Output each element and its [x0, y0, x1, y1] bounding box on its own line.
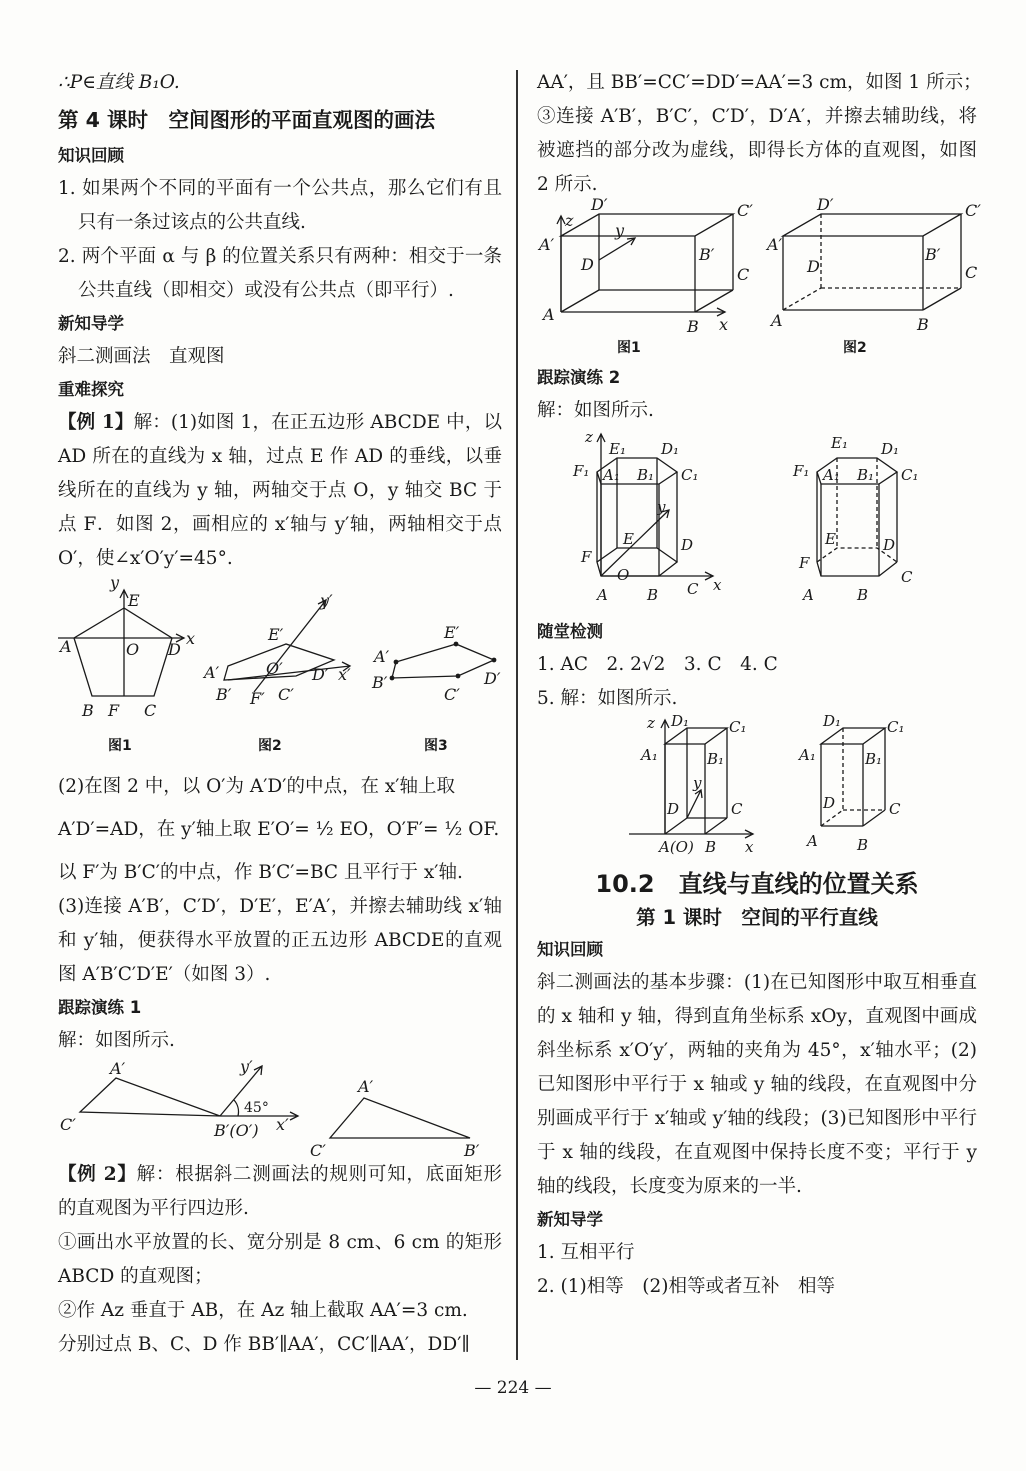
p1-label-o: O — [617, 566, 630, 584]
b1-label-x: x — [719, 315, 729, 334]
p2-label-e: E — [825, 530, 836, 548]
c1-label-c: C — [731, 800, 743, 818]
triangle-figures — [58, 1058, 502, 1158]
pentagon-figures — [58, 573, 502, 770]
c1-label-x: x — [745, 838, 754, 856]
label-e-prime: E′ — [268, 625, 284, 644]
b1-label-z: z — [565, 211, 574, 230]
figure-1-pentagon — [58, 590, 184, 696]
class-check-heading: 随堂检测 — [537, 622, 603, 641]
p1-label-a1: A₁ — [603, 466, 620, 484]
figure-3-result — [392, 644, 494, 678]
b2-label-b: B — [917, 315, 929, 334]
page-number: — 224 — — [474, 1378, 552, 1398]
right-new-item-2: 2. (1)相等 (2)相等或者互补 相等 — [537, 1276, 835, 1297]
review-heading: 知识回顾 — [58, 146, 124, 165]
p1-label-e: E — [623, 530, 634, 548]
example-2-step-2-a: ②作 Az 垂直于 AB，在 Az 轴上截取 AA′=3 cm. — [58, 1300, 468, 1321]
label-y-prime: y′ — [320, 591, 333, 610]
right-column — [537, 66, 982, 1304]
label-t2-c-prime: C′ — [310, 1141, 326, 1160]
pentagon-result — [392, 644, 494, 678]
p1-label-c: C — [687, 580, 699, 598]
review-item-1: 1. 如果两个不同的平面有一个公共点，那么它们有且只有一条过该点的公共直线. — [58, 178, 502, 233]
c2-label-d1: D₁ — [823, 712, 842, 730]
pentagon-abcde — [74, 608, 172, 696]
example-2-part-1 — [58, 1158, 502, 1226]
p2-label-c1: C₁ — [901, 466, 919, 484]
example-2-step-3: ③连接 A′B′，B′C′，C′D′，D′A′，并擦去辅助线，将被遮挡的部分改为虚线，即得长方体的直观图，如图 2 所示. — [537, 106, 977, 195]
p2-label-c: C — [901, 568, 913, 586]
right-new-heading: 新知导学 — [537, 1210, 603, 1229]
box-figures-svg — [537, 195, 981, 362]
b1-label-d-prime: D′ — [591, 195, 608, 214]
b1-label-a-prime: A′ — [539, 235, 555, 254]
label-b-prime-3: B′ — [372, 673, 388, 692]
c2-label-a: A — [807, 832, 818, 850]
c1-label-b1: B₁ — [707, 750, 725, 768]
b2-label-d-prime: D′ — [817, 195, 834, 214]
p1-label-b: B — [647, 586, 659, 604]
p1-label-c1: C₁ — [681, 466, 699, 484]
lesson-title: 第 4 课时 空间图形的平面直观图的画法 — [58, 108, 436, 132]
caption-box2: 图2 — [843, 340, 867, 356]
box-figures — [537, 195, 981, 362]
b1-label-b-prime: B′ — [699, 245, 715, 264]
cube-figures — [537, 712, 977, 866]
c1-label-c1: C₁ — [729, 718, 747, 736]
b1-label-d: D — [581, 255, 594, 274]
example-1-part-1 — [58, 406, 502, 576]
b2-label-a: A — [771, 311, 783, 330]
p1-label-z: z — [585, 428, 593, 446]
label-t-45: 45° — [244, 1100, 269, 1116]
track-2-heading: 跟踪演练 2 — [537, 368, 621, 387]
review-item-2: 2. 两个平面 α 与 β 的位置关系只有两种：相交于一条公共直线（即相交）或没有公共点（即平行）. — [58, 246, 502, 301]
b1-label-c-prime: C′ — [737, 201, 753, 220]
label-c: C — [144, 701, 157, 720]
p2-label-a1: A₁ — [823, 466, 840, 484]
example-1-label: 【例 1】 — [58, 412, 134, 433]
c1-label-ao: A(O) — [659, 838, 694, 856]
label-y: y — [110, 573, 120, 592]
p2-label-f1: F₁ — [793, 462, 810, 480]
new-knowledge-text: 斜二测画法 直观图 — [58, 346, 225, 367]
p1-label-f1: F₁ — [573, 462, 590, 480]
figure-2-oblique — [224, 600, 350, 692]
cube1-top — [665, 728, 727, 744]
b2-label-c-prime: C′ — [965, 201, 981, 220]
right-new-item-1: 1. 互相平行 — [537, 1242, 635, 1263]
label-t-y-prime: y′ — [240, 1057, 253, 1076]
example-2-label: 【例 2】 — [58, 1164, 137, 1185]
triangle-figures-svg — [58, 1058, 502, 1158]
p1-label-f: F — [581, 548, 592, 566]
example-1-p3: (3)连接 A′B′，C′D′，D′E′，E′A′，并擦去辅助线 x′轴和 y′轴，便获得水平放置的正五边形 ABCDE的直观图 A′B′C′D′E′（如图 3）. — [58, 896, 502, 985]
label-o-prime: O′ — [266, 659, 283, 678]
left-column — [58, 66, 502, 1362]
label-t-c-prime: C′ — [60, 1115, 76, 1134]
label-f: F — [108, 701, 120, 720]
p2-label-b: B — [857, 586, 869, 604]
label-t-x-prime: x′ — [276, 1115, 289, 1134]
c2-label-d: D — [823, 794, 836, 812]
c1-label-z: z — [647, 714, 655, 732]
p1-label-d1: D₁ — [661, 440, 680, 458]
box1-y-axis — [599, 238, 635, 260]
right-lesson-title: 第 1 课时 空间的平行直线 — [636, 906, 878, 929]
p2-label-b1: B₁ — [857, 466, 875, 484]
label-x-prime: x′ — [338, 665, 351, 684]
b1-label-c: C — [737, 265, 750, 284]
c2-label-a1: A₁ — [799, 746, 816, 764]
caption-box1: 图1 — [617, 340, 641, 356]
label-d-prime: D′ — [312, 665, 329, 684]
label-c-prime: C′ — [278, 685, 294, 704]
track-2-text: 解：如图所示. — [537, 400, 654, 421]
label-o: O — [126, 640, 140, 659]
cube-figures-svg — [537, 712, 977, 866]
c1-label-y: y — [693, 774, 702, 792]
c2-label-b: B — [857, 836, 869, 854]
label-a-prime-3: A′ — [374, 647, 390, 666]
box2-top — [783, 214, 961, 236]
example-1-p1-text: 解：(1)如图 1，在正五边形 ABCDE 中，以 AD 所在的直线为 x 轴，过点 E 作 AD 的垂线，以垂线所在的直线为 y 轴，两轴交于点 O，y 轴交 BC 于点 F．如图 2，画相应的 x′轴与 y′轴，两轴相交于点 O′，使∠x′O′y′=45°. — [58, 412, 502, 569]
label-t2-b-prime: B′ — [464, 1141, 480, 1160]
therefore-line: ∴P∈直线 B₁O. — [58, 72, 180, 93]
p1-label-x: x — [713, 576, 722, 594]
p1-label-a: A — [597, 586, 608, 604]
p2-label-d1: D₁ — [881, 440, 900, 458]
p1-label-e1: E₁ — [609, 440, 626, 458]
b1-label-y: y — [615, 221, 625, 240]
label-t2-a-prime: A′ — [358, 1077, 374, 1096]
b1-label-b: B — [687, 317, 699, 336]
example-2-step-2-b: 分别过点 B、C、D 作 BB′∥AA′，CC′∥AA′，DD′∥ — [58, 1334, 470, 1355]
c1-label-b: B — [705, 838, 717, 856]
cube1-y-axis — [687, 790, 701, 818]
prism-figures — [537, 428, 977, 616]
triangle-abc-prime — [80, 1078, 220, 1116]
label-e-prime-3: E′ — [444, 623, 460, 642]
continuation-line: AA′，且 BB′=CC′=DD′=AA′=3 cm，如图 1 所示； — [537, 72, 982, 93]
label-a: A — [60, 637, 72, 656]
angle-arc — [234, 1100, 238, 1116]
box1-top — [561, 214, 733, 236]
b2-label-d: D — [807, 257, 820, 276]
p2-label-e1: E₁ — [831, 434, 848, 452]
caption-fig3: 图3 — [424, 738, 448, 754]
prism-figures-svg — [537, 428, 977, 616]
p1-label-y: y — [657, 498, 666, 516]
label-e: E — [128, 591, 140, 610]
p1-label-d: D — [681, 536, 694, 554]
label-t-a-prime: A′ — [110, 1059, 126, 1078]
label-b: B — [82, 701, 94, 720]
c1-label-d1: D₁ — [671, 712, 690, 730]
example-2-p1-text: 解：根据斜二测画法的规则可知，底面矩形的直观图为平行四边形. — [58, 1164, 502, 1219]
b2-label-b-prime: B′ — [925, 245, 941, 264]
c1-label-d: D — [667, 800, 680, 818]
x-prime-axis — [228, 666, 350, 680]
section-title: 10.2 直线与直线的位置关系 — [595, 870, 919, 898]
triangle-abc-prime-2 — [330, 1098, 470, 1138]
b2-label-c: C — [965, 263, 978, 282]
prism1-bottom — [597, 548, 677, 576]
new-knowledge-heading: 新知导学 — [58, 314, 124, 333]
example-1-p2-a: (2)在图 2 中，以 O′为 A′D′的中点，在 x′轴上取 — [58, 776, 455, 797]
triangle-2 — [330, 1098, 470, 1138]
cube-figure-1 — [629, 720, 753, 838]
c2-label-b1: B₁ — [865, 750, 883, 768]
pentagon-figures-svg — [58, 573, 502, 770]
class-check-answers: 1. AC 2. 2√2 3. C 4. C — [537, 654, 778, 675]
label-f-prime: F′ — [250, 689, 265, 708]
example-1-p2-c: 以 F′为 B′C′的中点，作 B′C′=BC 且平行于 x′轴. — [58, 862, 463, 883]
b2-label-a-prime: A′ — [767, 235, 783, 254]
label-a-prime: A′ — [204, 663, 220, 682]
label-t-b-prime: B′(O′) — [214, 1121, 259, 1140]
label-d: D — [168, 640, 181, 659]
c2-label-c1: C₁ — [887, 718, 905, 736]
label-c-prime-3: C′ — [444, 685, 460, 704]
caption-fig1: 图1 — [108, 738, 132, 754]
p2-label-a: A — [803, 586, 814, 604]
column-divider — [516, 70, 518, 1360]
c1-label-a1: A₁ — [641, 746, 658, 764]
p2-label-f: F — [799, 554, 810, 572]
example-1-p2-b: A′D′=AD，在 y′轴上取 E′O′= ½ EO，O′F′= ½ OF. — [58, 819, 500, 840]
class-check-5: 5. 解：如图所示. — [537, 688, 678, 709]
b1-label-a: A — [543, 305, 555, 324]
key-points-heading: 重难探究 — [58, 380, 124, 399]
label-b-prime: B′ — [216, 685, 232, 704]
track-1-text: 解：如图所示. — [58, 1030, 175, 1051]
caption-fig2: 图2 — [258, 738, 282, 754]
example-2-step-1: ①画出水平放置的长、宽分别是 8 cm、6 cm 的矩形 ABCD 的直观图； — [58, 1232, 502, 1287]
p2-label-d: D — [883, 536, 896, 554]
cube2-top — [821, 728, 885, 744]
track-1-heading: 跟踪演练 1 — [58, 998, 142, 1017]
right-review-heading: 知识回顾 — [537, 940, 603, 959]
right-review-text: 斜二测画法的基本步骤：(1)在已知图形中取互相垂直的 x 轴和 y 轴，得到直角坐标系 xOy，直观图中画成斜坐标系 x′O′y′，两轴的夹角为 45°，x′轴水平；(2)已知图形中平行于 x 轴或 y 轴的线段，在直观图中分别画成平行于 x′轴或 y′轴的线段；(3)已知图形中平行于 x 轴的线段，在直观图中保持长度不变；平行于 y 轴的线段，长度变为原来的一半. — [537, 972, 977, 1197]
c2-label-c: C — [889, 800, 901, 818]
p1-label-b1: B₁ — [637, 466, 655, 484]
label-x: x — [186, 629, 196, 648]
label-d-prime-3: D′ — [484, 669, 501, 688]
